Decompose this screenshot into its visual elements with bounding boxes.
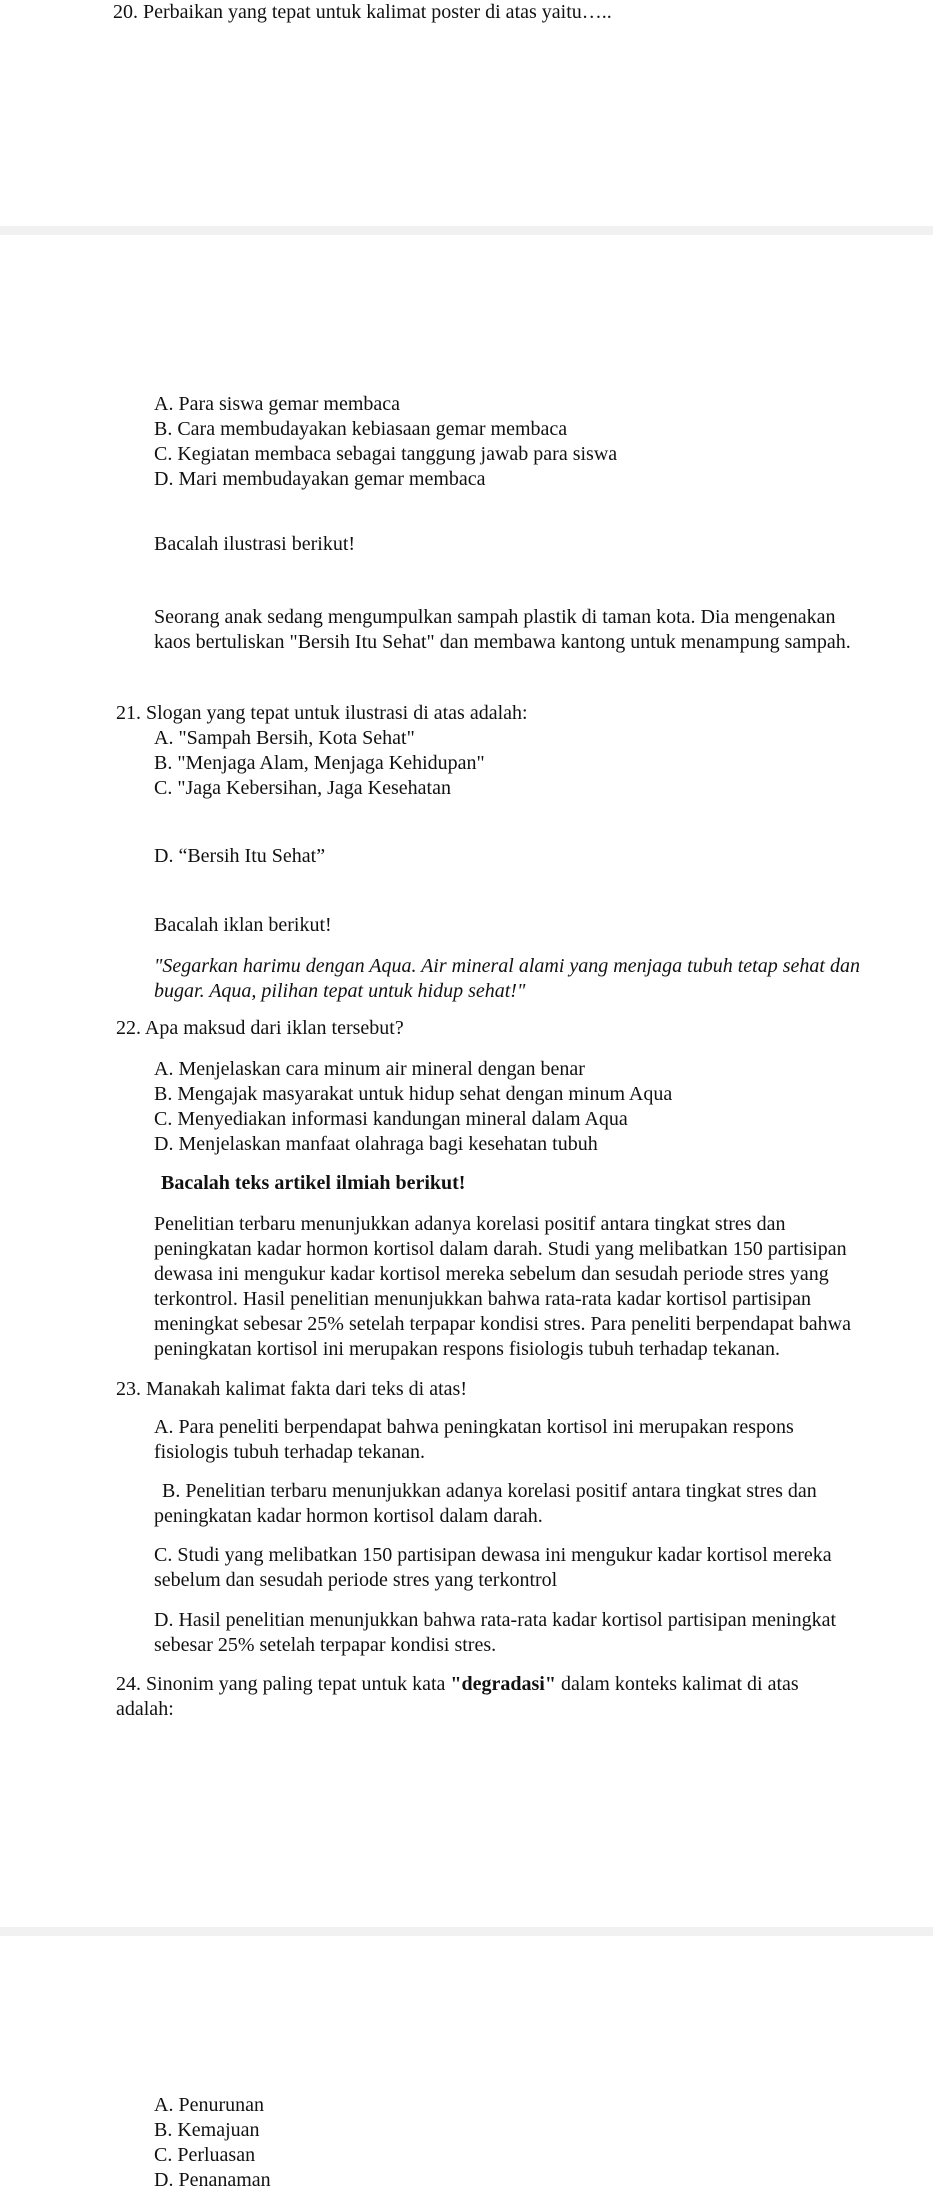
q23-question: 23. Manakah kalimat fakta dari teks di atas! bbox=[116, 1378, 467, 1400]
q20-option-a: A. Para siswa gemar membaca bbox=[154, 393, 401, 415]
q22-option-b: B. Mengajak masyarakat untuk hidup sehat dengan minum Aqua bbox=[154, 1083, 673, 1105]
iklan-intro: Bacalah iklan berikut! bbox=[154, 914, 332, 936]
q23-option-d-line-1: D. Hasil penelitian menunjukkan bahwa rata-rata kadar kortisol partisipan meningkat bbox=[154, 1609, 837, 1631]
q23-option-b-line-1: B. Penelitian terbaru menunjukkan adanya korelasi positif antara tingkat stres dan bbox=[162, 1480, 817, 1502]
page-separator bbox=[0, 226, 933, 235]
q21-option-c: C. "Jaga Kebersihan, Jaga Kesehatan bbox=[154, 777, 451, 799]
q23-option-c-line-1: C. Studi yang melibatkan 150 partisipan dewasa ini mengukur kadar kortisol mereka bbox=[154, 1544, 832, 1566]
q21-option-d: D. “Bersih Itu Sehat” bbox=[154, 845, 326, 867]
ilustrasi-intro: Bacalah ilustrasi berikut! bbox=[154, 533, 356, 555]
q20-option-c: C. Kegiatan membaca sebagai tanggung jawab para siswa bbox=[154, 443, 618, 465]
q22-option-d: D. Menjelaskan manfaat olahraga bagi kesehatan tubuh bbox=[154, 1133, 598, 1155]
q23-option-b-line-2: peningkatan kadar hormon kortisol dalam darah. bbox=[154, 1505, 543, 1527]
q23-option-a-line-2: fisiologis tubuh terhadap tekanan. bbox=[154, 1441, 426, 1463]
artikel-line-4: terkontrol. Hasil penelitian menunjukkan bahwa rata-rata kadar kortisol partisipan bbox=[154, 1288, 812, 1310]
q24-question bbox=[116, 1672, 799, 1697]
artikel-line-2: peningkatan kadar hormon kortisol dalam darah. Studi yang melibatkan 150 partisipan bbox=[154, 1238, 847, 1260]
q21-question: 21. Slogan yang tepat untuk ilustrasi di atas adalah: bbox=[116, 702, 528, 724]
q22-question: 22. Apa maksud dari iklan tersebut? bbox=[116, 1017, 404, 1039]
q23-option-a-line-1: A. Para peneliti berpendapat bahwa peningkatan kortisol ini merupakan respons bbox=[154, 1416, 794, 1438]
q22-option-a: A. Menjelaskan cara minum air mineral dengan benar bbox=[154, 1058, 585, 1080]
q22-option-c: C. Menyediakan informasi kandungan mineral dalam Aqua bbox=[154, 1108, 628, 1130]
artikel-line-6: peningkatan kortisol ini merupakan respons fisiologis tubuh terhadap tekanan. bbox=[154, 1338, 780, 1360]
q24-option-a: A. Penurunan bbox=[154, 2094, 264, 2116]
q23-option-d-line-2: sebesar 25% setelah terpapar kondisi stres. bbox=[154, 1634, 497, 1656]
q20-option-b: B. Cara membudayakan kebiasaan gemar membaca bbox=[154, 418, 568, 440]
q24-question-pre: 24. Sinonim yang paling tepat untuk kata bbox=[116, 1673, 451, 1695]
page-separator bbox=[0, 1927, 933, 1936]
q21-option-b: B. "Menjaga Alam, Menjaga Kehidupan" bbox=[154, 752, 485, 774]
q24-question-post: dalam konteks kalimat di atas bbox=[555, 1673, 799, 1695]
q20-option-d: D. Mari membudayakan gemar membaca bbox=[154, 468, 486, 490]
iklan-line-2: bugar. Aqua, pilihan tepat untuk hidup sehat!" bbox=[154, 980, 526, 1002]
artikel-line-3: dewasa ini mengukur kadar kortisol mereka sebelum dan sesudah periode stres yang bbox=[154, 1263, 829, 1285]
q24-question-term: "degradasi" bbox=[450, 1673, 556, 1695]
q24-question-line-2: adalah: bbox=[116, 1698, 174, 1720]
ilustrasi-line-1: Seorang anak sedang mengumpulkan sampah plastik di taman kota. Dia mengenakan bbox=[154, 606, 836, 628]
artikel-line-5: meningkat sebesar 25% setelah terpapar kondisi stres. Para peneliti berpendapat bahwa bbox=[154, 1313, 851, 1335]
iklan-line-1: "Segarkan harimu dengan Aqua. Air mineral alami yang menjaga tubuh tetap sehat dan bbox=[154, 955, 860, 977]
artikel-line-1: Penelitian terbaru menunjukkan adanya korelasi positif antara tingkat stres dan bbox=[154, 1213, 786, 1235]
q24-option-b: B. Kemajuan bbox=[154, 2119, 260, 2141]
q23-option-c-line-2: sebelum dan sesudah periode stres yang terkontrol bbox=[154, 1569, 558, 1591]
ilustrasi-line-2: kaos bertuliskan "Bersih Itu Sehat" dan membawa kantong untuk menampung sampah. bbox=[154, 631, 851, 653]
q24-option-d: D. Penanaman bbox=[154, 2169, 271, 2191]
artikel-intro: Bacalah teks artikel ilmiah berikut! bbox=[161, 1172, 466, 1194]
q21-option-a: A. "Sampah Bersih, Kota Sehat" bbox=[154, 727, 415, 749]
q20-question: 20. Perbaikan yang tepat untuk kalimat poster di atas yaitu….. bbox=[113, 1, 612, 23]
q24-option-c: C. Perluasan bbox=[154, 2144, 256, 2166]
